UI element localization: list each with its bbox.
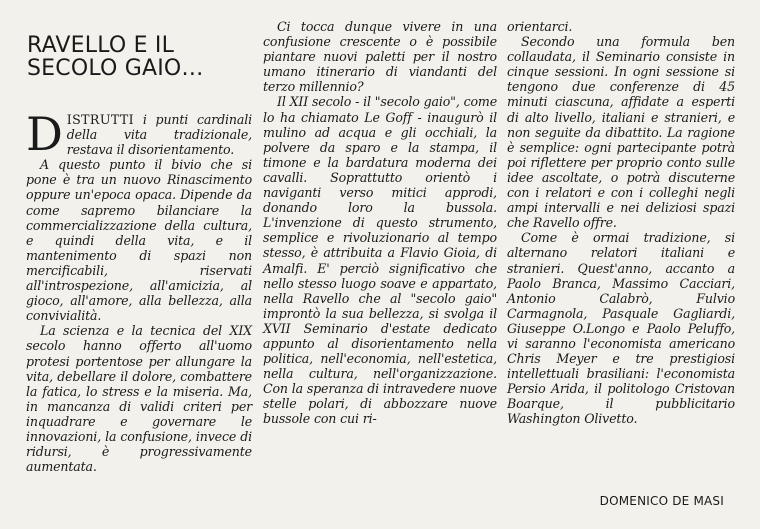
paragraph: Come è ormai tradizione, si alternano relatori italiani e stranieri. Quest'anno, accanto a Paolo Branca, Massimo Cacciari, Antonio Calabrò, Fulvio Carmagnola, Pasquale Gagliardi, Giuseppe O.Longo e Paolo Peluffo, vi saranno l'economista americano Chris Meyer e tre prestigiosi intellettuali brasiliani: l'economista Persio Arida, il politologo Cristovan Boarque, il pubblicitario Washington Olivetto.: [507, 230, 735, 427]
article-title: RAVELLO E IL SECOLO GAIO…: [27, 32, 204, 81]
paragraph: A questo punto il bivio che si pone è tra un nuovo Rinascimento oppure un'epoca opaca. Dipende da come sapremo bilanciare la commercializzazione della cultura, e quindi della vita, e il mantenimento di spazi non mercificabili, riservati all'introspezione, all'amicizia, al gioco, all'amore, alla bellezza, alla convivialità.: [26, 157, 252, 324]
lead-caps: ISTRUTTI: [66, 112, 135, 127]
paragraph: Ci tocca dunque vivere in una confusione crescente o è possibile piantare nuovi paletti per il nostro umano itinerario di viandanti del terzo millennio?: [263, 19, 497, 95]
paragraph-continuation: orientarci.: [507, 19, 573, 34]
column-2: [263, 19, 497, 427]
author-byline: DOMENICO DE MASI: [599, 494, 724, 508]
paragraph: Il XII secolo - il "secolo gaio", come lo ha chiamato Le Goff - inaugurò il mulino ad acqua e gli occhiali, la polvere da sparo e la stampa, il timone e la bardatura moderna dei cavalli. Soprattutto orientò i naviganti verso mitici approdi, donando loro la bussola. L'invenzione di questo strumento, semplice e rivoluzionario al tempo stesso, è attribuita a Flavio Gioia, di Amalfi. E' perciò significativo che nello stesso luogo soave e appartato, nella Ravello che al "secolo gaio" improntò la sua bellezza, si svolga il XVII Seminario d'estate dedicato appunto al disorientamento nella politica, nell'economia, nell'estetica, nella cultura, nell'organizzazione. Con la speranza di intravedere nuove stelle polari, di abbozzare nuove bussole con cui ri-: [263, 94, 497, 427]
lead-text: i punti cardinali della vita tradizionale, restava il disorientamento.: [66, 112, 252, 158]
column-3: [507, 19, 735, 427]
paragraph: Secondo una formula ben collaudata, il Seminario consiste in cinque sessioni. In ogni sessione si tengono due conferenze di 45 minuti ciascuna, affidate a esperti di alto livello, italiani e stranieri, e non seguite da dibattito. La ragione è semplice: ogni partecipante potrà poi riflettere per proprio conto sulle idee ascoltate, o potrà discuterne con i relatori e con i colleghi negli ampi intervalli e nei deliziosi spazi che Ravello offre.: [507, 34, 735, 231]
paragraph: La scienza e la tecnica del XIX secolo hanno offerto all'uomo protesi portentose per allungare la vita, debellare il dolore, combattere la fatica, lo stress e la miseria. Ma, in mancanza di validi criteri per inquadrare e governare le innovazioni, la confusione, invece di ridursi, è progressivamente aumentata.: [26, 323, 252, 475]
drop-cap: D: [26, 107, 63, 161]
column-1: [26, 107, 252, 475]
lead-paragraph: [26, 107, 252, 161]
